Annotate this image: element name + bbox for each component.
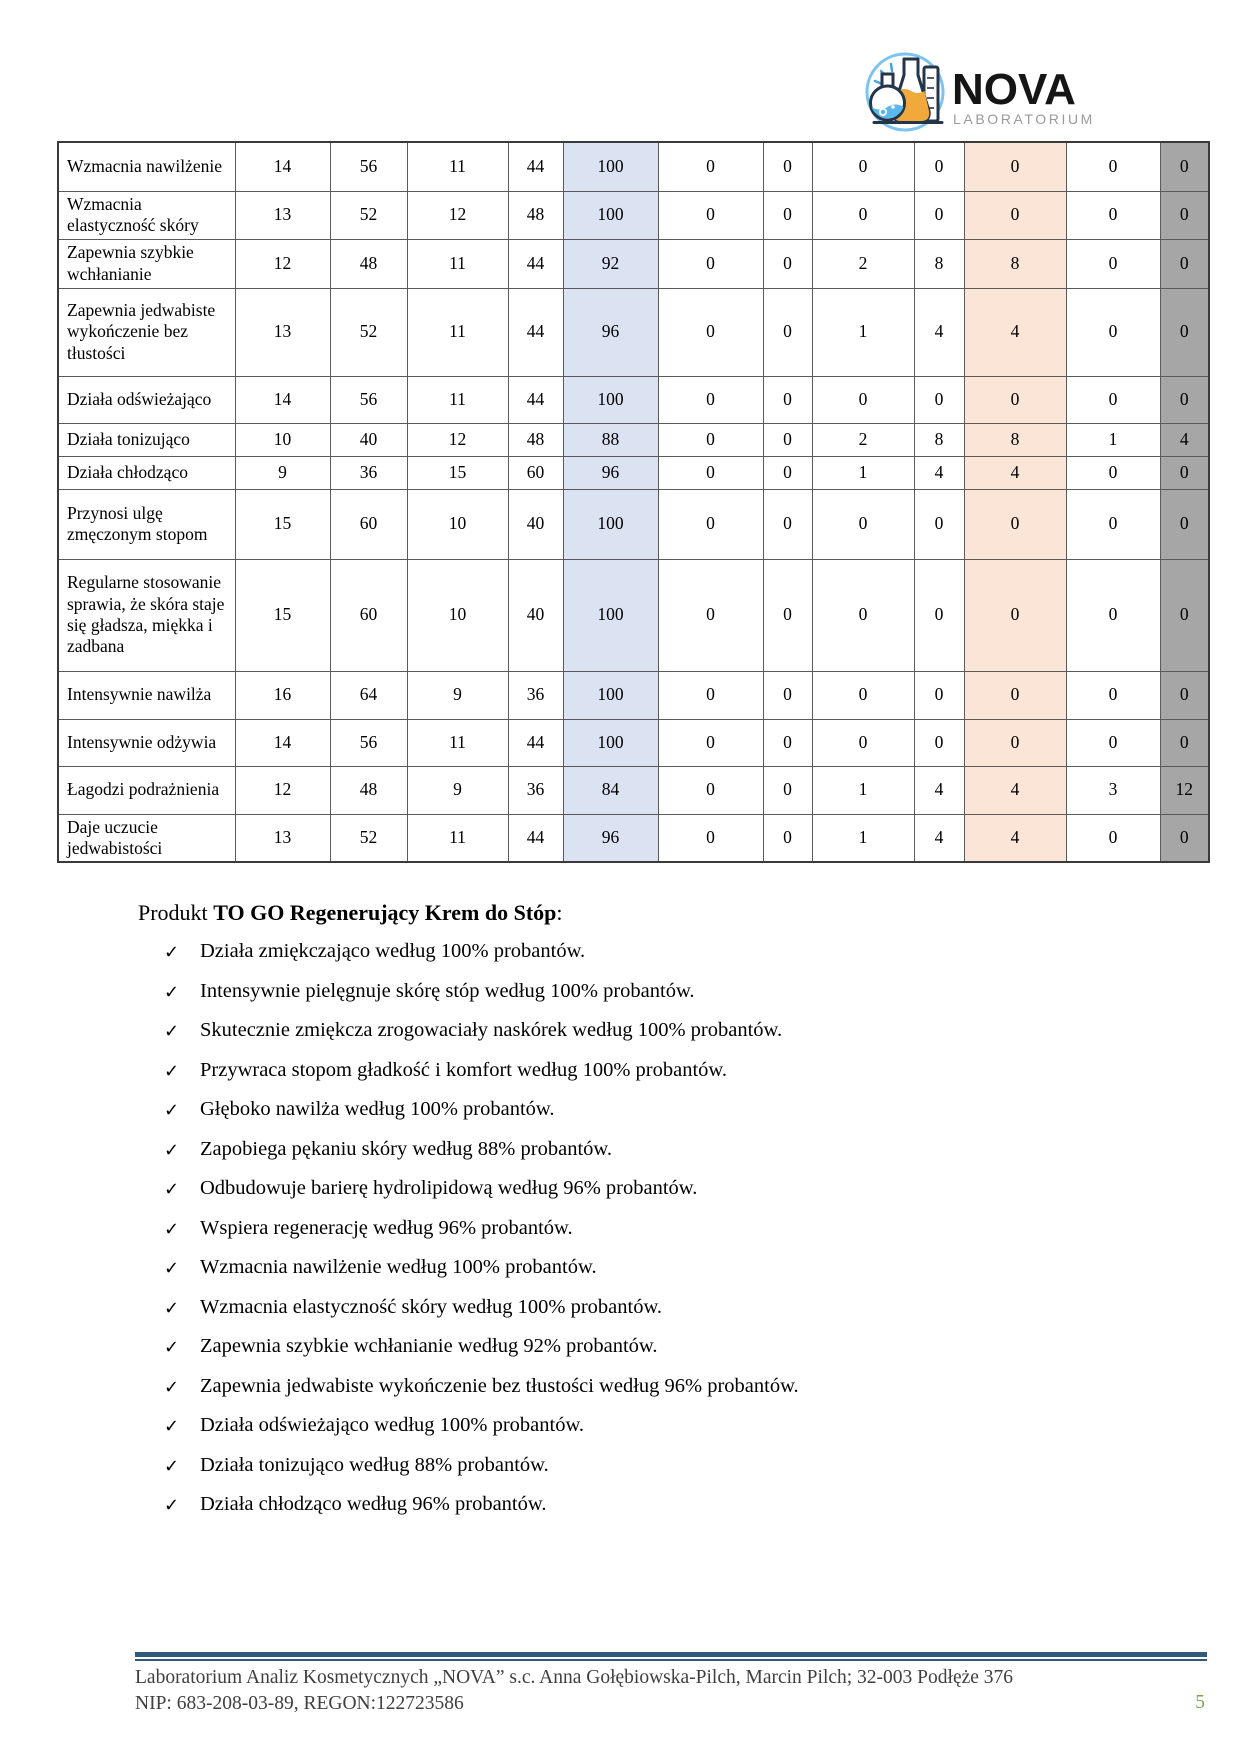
value-cell: 4 — [964, 766, 1066, 814]
value-cell: 12 — [1160, 766, 1209, 814]
value-cell: 12 — [235, 766, 330, 814]
list-item-text: Wspiera regenerację według 96% probantów. — [200, 1216, 573, 1239]
value-cell: 15 — [235, 559, 330, 671]
row-label: Przynosi ulgę zmęczonym stopom — [58, 489, 235, 559]
footer-line-2: NIP: 683-208-03-89, REGON:122723586 — [135, 1692, 464, 1714]
footer-line-1: Laboratorium Analiz Kosmetycznych „NOVA” s.c. Anna Gołębiowska-Pilch, Marcin Pilch; 32-003 Podłęże 376 — [135, 1667, 1014, 1688]
value-cell: 0 — [763, 719, 812, 766]
checkmark-icon: ✓ — [164, 1139, 180, 1161]
value-cell: 0 — [1160, 559, 1209, 671]
value-cell: 0 — [763, 191, 812, 239]
value-cell: 0 — [763, 376, 812, 423]
value-cell: 0 — [658, 191, 763, 239]
footer-rule-thin — [135, 1659, 1207, 1661]
heading-suffix: : — [556, 900, 563, 925]
value-cell: 0 — [964, 489, 1066, 559]
value-cell: 14 — [235, 376, 330, 423]
page-footer — [135, 1652, 1207, 1716]
value-cell: 4 — [914, 766, 964, 814]
value-cell: 100 — [563, 559, 658, 671]
value-cell: 8 — [914, 239, 964, 288]
value-cell: 9 — [407, 766, 508, 814]
table-row — [58, 456, 1209, 489]
footer-text — [135, 1665, 1207, 1716]
value-cell: 0 — [658, 489, 763, 559]
value-cell: 100 — [563, 489, 658, 559]
list-item-text: Wzmacnia nawilżenie według 100% probantów. — [200, 1256, 597, 1278]
value-cell: 0 — [1066, 239, 1160, 288]
value-cell: 40 — [330, 423, 407, 456]
list-item-text: Intensywnie pielęgnuje skórę stóp według 100% probantów. — [200, 979, 695, 1002]
value-cell: 52 — [330, 191, 407, 239]
value-cell: 11 — [407, 239, 508, 288]
value-cell: 0 — [964, 376, 1066, 423]
results-table-body — [58, 142, 1209, 862]
value-cell: 0 — [1160, 719, 1209, 766]
value-cell: 0 — [1160, 489, 1209, 559]
value-cell: 0 — [812, 719, 914, 766]
row-label: Wzmacnia nawilżenie — [58, 142, 235, 191]
value-cell: 1 — [1066, 423, 1160, 456]
value-cell: 12 — [235, 239, 330, 288]
value-cell: 4 — [914, 456, 964, 489]
list-item-text: Przywraca stopom gładkość i komfort według 100% probantów. — [200, 1058, 728, 1081]
value-cell: 0 — [914, 489, 964, 559]
list-item-text: Działa zmiękczająco według 100% probantów. — [200, 940, 586, 962]
value-cell: 52 — [330, 288, 407, 376]
list-item — [164, 1493, 799, 1533]
row-label: Łagodzi podrażnienia — [58, 766, 235, 814]
heading-prefix: Produkt — [138, 900, 214, 925]
value-cell: 0 — [1066, 376, 1160, 423]
value-cell: 4 — [964, 288, 1066, 376]
value-cell: 0 — [763, 456, 812, 489]
logo-name-text: NOVA — [952, 65, 1076, 114]
value-cell: 13 — [235, 191, 330, 239]
value-cell: 0 — [1066, 288, 1160, 376]
value-cell: 56 — [330, 719, 407, 766]
list-item-text: Zapewnia szybkie wchłanianie według 92% probantów. — [200, 1335, 658, 1357]
value-cell: 0 — [763, 671, 812, 719]
value-cell: 0 — [763, 142, 812, 191]
product-heading — [138, 900, 563, 926]
table-row — [58, 719, 1209, 766]
value-cell: 0 — [1066, 814, 1160, 862]
value-cell: 0 — [763, 766, 812, 814]
value-cell: 14 — [235, 142, 330, 191]
value-cell: 0 — [1160, 142, 1209, 191]
row-label: Daje uczucie jedwabistości — [58, 814, 235, 862]
value-cell: 0 — [763, 423, 812, 456]
value-cell: 0 — [658, 766, 763, 814]
list-item-text: Głęboko nawilża według 100% probantów. — [200, 1098, 555, 1120]
checkmark-icon: ✓ — [164, 1455, 180, 1477]
value-cell: 11 — [407, 288, 508, 376]
list-item-text: Zapewnia jedwabiste wykończenie bez tłustości według 96% probantów. — [200, 1374, 799, 1397]
value-cell: 56 — [330, 142, 407, 191]
list-item — [164, 1375, 799, 1415]
list-item — [164, 1296, 799, 1336]
table-row — [58, 191, 1209, 239]
value-cell: 100 — [563, 376, 658, 423]
row-label: Wzmacnia elastyczność skóry — [58, 191, 235, 239]
value-cell: 44 — [508, 719, 563, 766]
value-cell: 12 — [407, 423, 508, 456]
table-row — [58, 142, 1209, 191]
page-number: 5 — [1195, 1691, 1205, 1713]
nova-logo — [860, 44, 1120, 136]
value-cell: 13 — [235, 814, 330, 862]
row-label: Zapewnia szybkie wchłanianie — [58, 239, 235, 288]
list-item-text: Działa odświeżająco według 100% probantów. — [200, 1414, 585, 1436]
benefits-list — [164, 940, 799, 1533]
checkmark-icon: ✓ — [164, 1495, 180, 1516]
value-cell: 0 — [812, 142, 914, 191]
value-cell: 9 — [407, 671, 508, 719]
checkmark-icon: ✓ — [164, 1258, 180, 1279]
list-item — [164, 1098, 799, 1138]
value-cell: 0 — [763, 814, 812, 862]
value-cell: 0 — [914, 671, 964, 719]
value-cell: 0 — [1160, 671, 1209, 719]
value-cell: 2 — [812, 239, 914, 288]
table-row — [58, 376, 1209, 423]
value-cell: 0 — [812, 489, 914, 559]
product-name: TO GO Regenerujący Krem do Stóp — [213, 900, 557, 925]
row-label: Intensywnie nawilża — [58, 671, 235, 719]
table-row — [58, 559, 1209, 671]
value-cell: 0 — [1160, 288, 1209, 376]
value-cell: 1 — [812, 814, 914, 862]
value-cell: 0 — [763, 559, 812, 671]
value-cell: 44 — [508, 142, 563, 191]
list-item — [164, 1256, 799, 1296]
value-cell: 10 — [235, 423, 330, 456]
value-cell: 100 — [563, 142, 658, 191]
value-cell: 3 — [1066, 766, 1160, 814]
value-cell: 0 — [658, 719, 763, 766]
value-cell: 13 — [235, 288, 330, 376]
value-cell: 96 — [563, 456, 658, 489]
table-row — [58, 288, 1209, 376]
value-cell: 0 — [1160, 814, 1209, 862]
value-cell: 0 — [914, 719, 964, 766]
footer-rule-thick — [135, 1652, 1207, 1657]
list-item — [164, 980, 799, 1020]
table-row — [58, 814, 1209, 862]
results-table — [57, 141, 1210, 863]
value-cell: 0 — [1160, 191, 1209, 239]
table-row — [58, 671, 1209, 719]
value-cell: 0 — [964, 671, 1066, 719]
value-cell: 0 — [763, 489, 812, 559]
value-cell: 48 — [330, 766, 407, 814]
table-row — [58, 489, 1209, 559]
checkmark-icon: ✓ — [164, 981, 180, 1003]
list-item — [164, 1059, 799, 1099]
value-cell: 0 — [658, 559, 763, 671]
value-cell: 44 — [508, 239, 563, 288]
value-cell: 0 — [812, 376, 914, 423]
value-cell: 0 — [658, 142, 763, 191]
list-item-text: Działa chłodząco według 96% probantów. — [200, 1493, 547, 1515]
checkmark-icon: ✓ — [164, 1297, 180, 1319]
row-label: Zapewnia jedwabiste wykończenie bez tłustości — [58, 288, 235, 376]
table-row — [58, 766, 1209, 814]
value-cell: 36 — [508, 671, 563, 719]
checkmark-icon: ✓ — [164, 1376, 180, 1398]
list-item — [164, 1414, 799, 1454]
checkmark-icon: ✓ — [164, 1100, 180, 1121]
lab-flasks-icon — [860, 44, 1120, 136]
list-item-text: Wzmacnia elastyczność skóry według 100% probantów. — [200, 1295, 663, 1318]
table-row — [58, 423, 1209, 456]
checkmark-icon: ✓ — [164, 1416, 180, 1437]
checkmark-icon: ✓ — [164, 1337, 180, 1358]
value-cell: 60 — [330, 489, 407, 559]
value-cell: 0 — [1066, 489, 1160, 559]
value-cell: 1 — [812, 288, 914, 376]
value-cell: 10 — [407, 559, 508, 671]
value-cell: 10 — [407, 489, 508, 559]
list-item — [164, 1217, 799, 1257]
value-cell: 1 — [812, 766, 914, 814]
value-cell: 40 — [508, 489, 563, 559]
value-cell: 96 — [563, 288, 658, 376]
value-cell: 4 — [964, 814, 1066, 862]
value-cell: 0 — [658, 814, 763, 862]
value-cell: 0 — [964, 191, 1066, 239]
value-cell: 92 — [563, 239, 658, 288]
list-item-text: Skutecznie zmiękcza zrogowaciały naskórek według 100% probantów. — [200, 1019, 783, 1041]
value-cell: 100 — [563, 671, 658, 719]
value-cell: 64 — [330, 671, 407, 719]
checkmark-icon: ✓ — [164, 942, 180, 963]
row-label: Regularne stosowanie sprawia, że skóra staje się gładsza, miękka i zadbana — [58, 559, 235, 671]
value-cell: 44 — [508, 376, 563, 423]
value-cell: 0 — [914, 559, 964, 671]
list-item — [164, 1138, 799, 1178]
value-cell: 0 — [658, 239, 763, 288]
value-cell: 0 — [1160, 456, 1209, 489]
value-cell: 56 — [330, 376, 407, 423]
value-cell: 11 — [407, 142, 508, 191]
checkmark-icon: ✓ — [164, 1179, 180, 1200]
value-cell: 0 — [964, 142, 1066, 191]
value-cell: 0 — [1066, 456, 1160, 489]
value-cell: 0 — [1160, 239, 1209, 288]
value-cell: 36 — [508, 766, 563, 814]
row-label: Działa tonizująco — [58, 423, 235, 456]
value-cell: 9 — [235, 456, 330, 489]
list-item — [164, 1454, 799, 1494]
value-cell: 0 — [658, 423, 763, 456]
value-cell: 11 — [407, 814, 508, 862]
value-cell: 48 — [508, 191, 563, 239]
row-label: Działa odświeżająco — [58, 376, 235, 423]
value-cell: 96 — [563, 814, 658, 862]
value-cell: 0 — [658, 376, 763, 423]
list-item — [164, 1335, 799, 1375]
value-cell: 88 — [563, 423, 658, 456]
value-cell: 0 — [812, 559, 914, 671]
value-cell: 8 — [914, 423, 964, 456]
value-cell: 0 — [1066, 559, 1160, 671]
value-cell: 0 — [964, 559, 1066, 671]
list-item-text: Zapobiega pękaniu skóry według 88% probantów. — [200, 1137, 612, 1160]
checkmark-icon: ✓ — [164, 1060, 180, 1082]
value-cell: 11 — [407, 376, 508, 423]
value-cell: 4 — [964, 456, 1066, 489]
value-cell: 0 — [1066, 191, 1160, 239]
table-row — [58, 239, 1209, 288]
value-cell: 0 — [658, 671, 763, 719]
value-cell: 44 — [508, 814, 563, 862]
value-cell: 0 — [812, 191, 914, 239]
value-cell: 60 — [330, 559, 407, 671]
value-cell: 12 — [407, 191, 508, 239]
value-cell: 0 — [964, 719, 1066, 766]
value-cell: 48 — [508, 423, 563, 456]
value-cell: 0 — [812, 671, 914, 719]
value-cell: 52 — [330, 814, 407, 862]
value-cell: 0 — [1066, 671, 1160, 719]
value-cell: 40 — [508, 559, 563, 671]
list-item-text: Działa tonizująco według 88% probantów. — [200, 1453, 549, 1476]
value-cell: 44 — [508, 288, 563, 376]
value-cell: 36 — [330, 456, 407, 489]
value-cell: 8 — [964, 423, 1066, 456]
value-cell: 0 — [658, 456, 763, 489]
value-cell: 15 — [235, 489, 330, 559]
value-cell: 0 — [763, 239, 812, 288]
checkmark-icon: ✓ — [164, 1021, 180, 1042]
value-cell: 4 — [1160, 423, 1209, 456]
value-cell: 100 — [563, 719, 658, 766]
value-cell: 11 — [407, 719, 508, 766]
logo-subtitle-text: LABORATORIUM — [953, 111, 1095, 127]
value-cell: 2 — [812, 423, 914, 456]
value-cell: 16 — [235, 671, 330, 719]
row-label: Działa chłodząco — [58, 456, 235, 489]
value-cell: 0 — [1160, 376, 1209, 423]
row-label: Intensywnie odżywia — [58, 719, 235, 766]
value-cell: 0 — [914, 376, 964, 423]
value-cell: 1 — [812, 456, 914, 489]
value-cell: 84 — [563, 766, 658, 814]
checkmark-icon: ✓ — [164, 1218, 180, 1240]
value-cell: 0 — [658, 288, 763, 376]
value-cell: 0 — [763, 288, 812, 376]
value-cell: 0 — [914, 191, 964, 239]
value-cell: 0 — [1066, 142, 1160, 191]
value-cell: 15 — [407, 456, 508, 489]
value-cell: 48 — [330, 239, 407, 288]
list-item — [164, 940, 799, 980]
value-cell: 0 — [914, 142, 964, 191]
list-item — [164, 1019, 799, 1059]
value-cell: 4 — [914, 814, 964, 862]
value-cell: 14 — [235, 719, 330, 766]
value-cell: 60 — [508, 456, 563, 489]
value-cell: 0 — [1066, 719, 1160, 766]
list-item-text: Odbudowuje barierę hydrolipidową według 96% probantów. — [200, 1177, 698, 1199]
value-cell: 100 — [563, 191, 658, 239]
value-cell: 8 — [964, 239, 1066, 288]
value-cell: 4 — [914, 288, 964, 376]
list-item — [164, 1177, 799, 1217]
